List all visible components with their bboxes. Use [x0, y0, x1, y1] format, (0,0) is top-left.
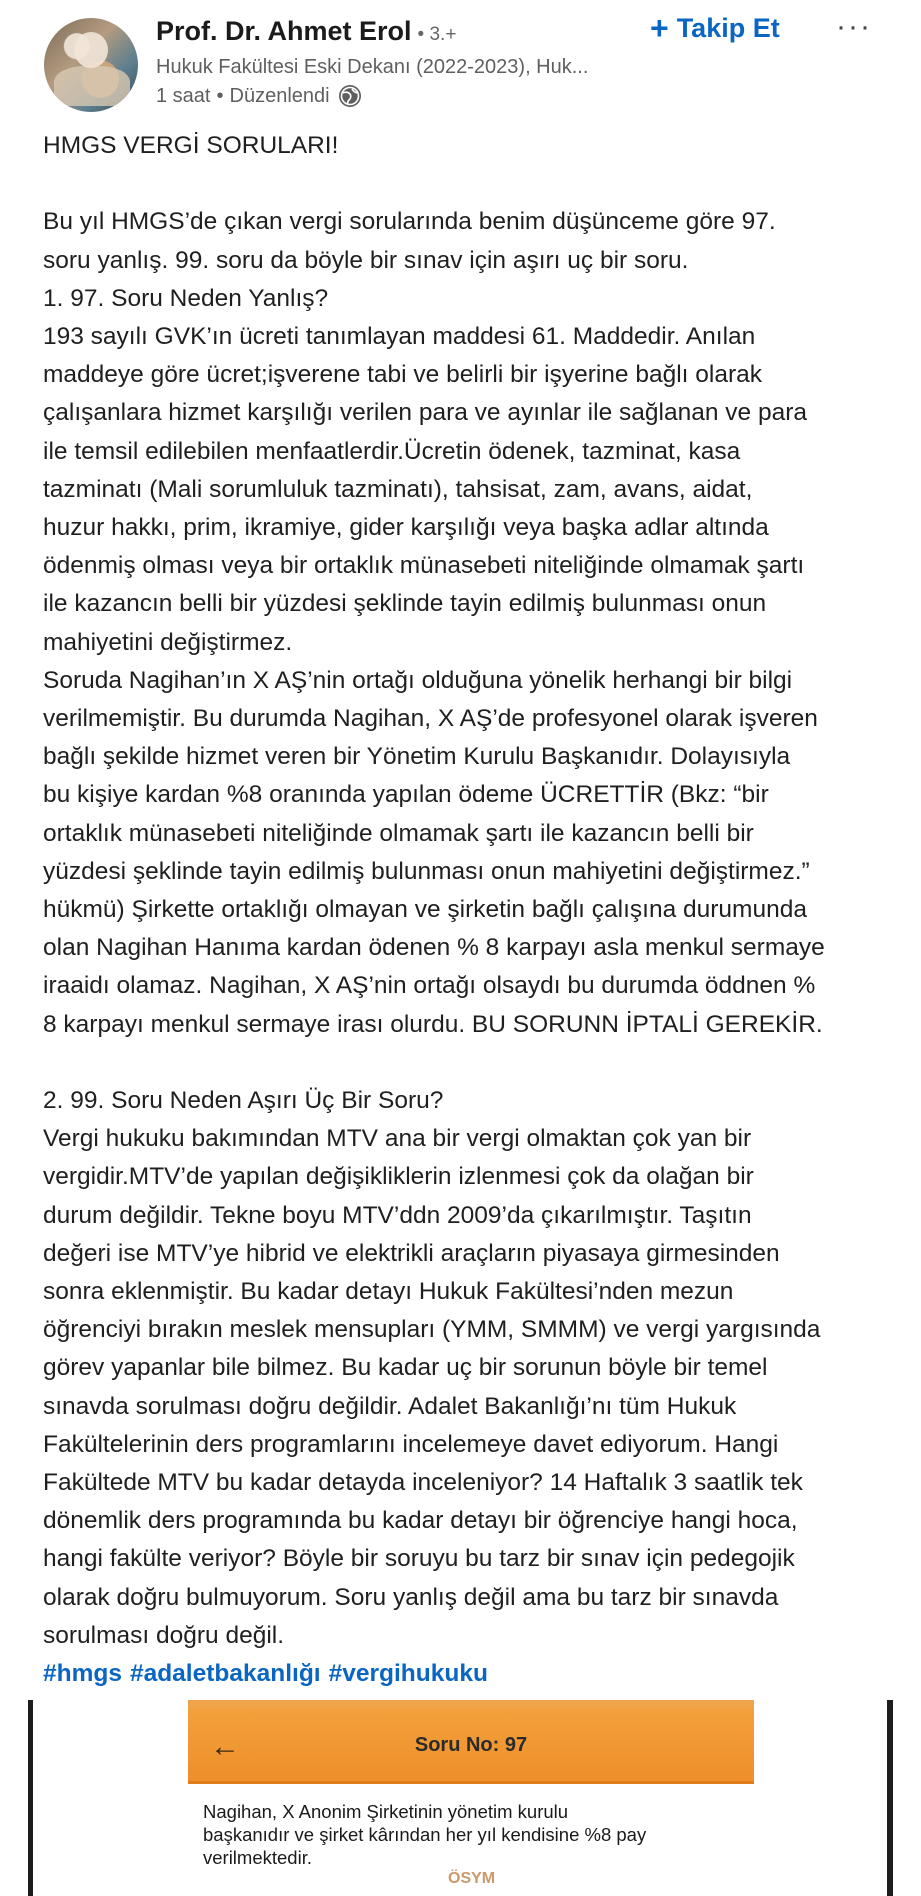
avatar-photo-detail [54, 66, 130, 106]
post-line: ödenmiş olması veya bir ortaklık münasebeti niteliğinde olmamak şartı [43, 552, 805, 580]
post-line: Soruda Nagihan’ın X AŞ’nin ortağı olduğuna yönelik herhangi bir bilgi [43, 666, 793, 694]
post-line: HMGS VERGİ SORULARI! [43, 132, 339, 159]
follow-button[interactable] [650, 12, 780, 44]
hashtag-link[interactable]: #hmgs [43, 1660, 122, 1688]
post-line: sonra eklenmiştir. Bu kadar detayı Hukuk Fakültesi’nden mezun [43, 1278, 734, 1306]
author-headline: Hukuk Fakültesi Eski Dekanı (2022-2023), Huk... [156, 56, 589, 78]
author-name[interactable] [156, 16, 456, 47]
exam-app-header [188, 1700, 754, 1784]
more-options-icon[interactable]: ··· [836, 10, 872, 43]
post-heading-block [43, 127, 893, 165]
post-line: bağlı şekilde hizmet veren bir Yönetim Kurulu Başkanıdır. Dolayısıyla [43, 743, 791, 771]
post-line: sorulması doğru değil. [43, 1621, 285, 1649]
post-section-97 [43, 203, 893, 1043]
hashtag-link[interactable]: #vergihukuku [328, 1660, 488, 1688]
post-line: bu kişiye kardan %8 oranında yapılan ödeme ÜCRETTİR (Bkz: “bir [43, 781, 769, 809]
post-line: maddeye göre ücret;işverene tabi ve belirli bir işyerine bağlı olarak [43, 361, 763, 389]
author-name-text[interactable]: Prof. Dr. Ahmet Erol [156, 16, 412, 46]
post-line: sınavda sorulması doğru değildir. Adalet Bakanlığı’nı tüm Hukuk [43, 1392, 737, 1420]
post-line: hangi fakülte veriyor? Böyle bir soruyu bu tarz bir sınav için pedegojik [43, 1545, 795, 1573]
question-line: Nagihan, X Anonim Şirketinin yönetim kurulu [203, 1801, 569, 1822]
post-time: 1 saat [156, 84, 211, 107]
follow-label: Takip Et [676, 12, 780, 43]
post-line: 2. 99. Soru Neden Aşırı Üç Bir Soru? [43, 1087, 444, 1115]
post-line: Fakültelerinin ders programlarını incelemeye davet ediyorum. Hangi [43, 1430, 779, 1458]
post-line: 193 sayılı GVK’ın ücreti tanımlayan maddesi 61. Maddedir. Anılan [43, 323, 756, 350]
connection-degree: • 3.+ [417, 24, 457, 45]
post-line: değeri ise MTV’ye hibrid ve elektrikli araçların piyasaya girmesinden [43, 1239, 780, 1267]
edited-label: Düzenlendi [229, 84, 330, 107]
post-line: çalışanlara hizmet karşılığı verilen para ve ayınlar ile sağlanan ve para [43, 399, 807, 427]
post-line: öğrenciyi bırakın meslek mensupları (YMM, SMMM) ve vergi yargısında [43, 1316, 821, 1344]
paragraph-gap [43, 1044, 893, 1082]
paragraph-gap [43, 165, 893, 203]
post-text [43, 127, 893, 1693]
post-line: ortaklık münasebeti niteliğinde olmamak şartı ile kazancın belli bir [43, 819, 754, 847]
post-line: durum değildir. Tekne boyu MTV’ddn 2009’da çıkarılmıştır. Taşıtın [43, 1201, 752, 1229]
post-line: Vergi hukuku bakımından MTV ana bir vergi olmaktan çok yan bir [43, 1125, 752, 1153]
image-border [28, 1700, 33, 1896]
post-line: ile kazancın belli bir yüzdesi şeklinde tayin edilmiş bulunması onun [43, 590, 767, 618]
question-text [203, 1800, 743, 1869]
post-line: soru yanlış. 99. soru da böyle bir sınav için aşırı uç bir soru. [43, 246, 689, 274]
hashtag-link[interactable]: #adaletbakanlığı [129, 1660, 321, 1688]
post-line: dönemlik ders programında bu kadar detayı bir öğrenciye hangi hoca, [43, 1507, 798, 1535]
post-line: vergidir.MTV’de yapılan değişikliklerin izlenmesi çok da olağan bir [43, 1163, 754, 1191]
arrow-left-icon: ← [210, 1730, 240, 1763]
post-line: huzur hakkı, prim, ikramiye, gider karşılığı veya başka adlar altında [43, 514, 769, 542]
plus-icon: + [650, 10, 669, 46]
post-line: iraaidı olamaz. Nagihan, X AŞ’nin ortağı olsaydı bu durumda öddnen % [43, 972, 816, 1000]
post-line: hükmü) Şirkette ortaklığı olmayan ve şirketin bağlı çalışına durumunda [43, 896, 807, 924]
question-line: verilmektedir. [203, 1847, 312, 1868]
post-line: yüzdesi şeklinde tayin edilmiş bulunması onun mahiyetini değiştirmez.” [43, 857, 810, 885]
post-line: mahiyetini değiştirmez. [43, 628, 293, 656]
status-bar [188, 1700, 754, 1708]
post-line: 8 karpayı menkul sermaye irası olurdu. BU SORUNN İPTALİ GEREKİR. [43, 1010, 823, 1038]
image-border [887, 1700, 893, 1896]
post-line: Bu yıl HMGS’de çıkan vergi sorularında benim düşünceme göre 97. [43, 208, 776, 236]
separator-dot: • [216, 84, 224, 107]
avatar[interactable] [44, 18, 138, 112]
post-section-99 [43, 1082, 893, 1655]
globe-icon [338, 84, 362, 108]
question-number-title: Soru No: 97 [414, 1734, 528, 1756]
post-line: olan Nagihan Hanıma kardan ödenen % 8 karpayı asla menkul sermaye [43, 934, 825, 962]
post-line: 1. 97. Soru Neden Yanlış? [43, 284, 329, 312]
post-line: olarak doğru bulmuyorum. Soru yanlış değil ama bu tarz bir sınavda [43, 1583, 779, 1611]
question-line: başkanıdır ve şirket kârından her yıl kendisine %8 pay [203, 1824, 647, 1845]
post-header [0, 0, 921, 125]
avatar-photo-detail [74, 32, 108, 68]
post-line: Fakültede MTV bu kadar detayda inceleniyor? 14 Haftalık 3 saatlik tek [43, 1469, 803, 1497]
embedded-screenshot[interactable] [28, 1700, 893, 1896]
osym-watermark: ÖSYM [448, 1870, 496, 1887]
post-meta [156, 84, 362, 108]
post-line: ile temsil edilebilen menfaatlerdir.Ücretin ödenek, tazminat, kasa [43, 437, 741, 465]
post-line: verilmemiştir. Bu durumda Nagihan, X AŞ’de profesyonel olarak işveren [43, 705, 818, 733]
post-line: görev yapanlar bile bilmez. Bu kadar uç bir sorunun böyle bir temel [43, 1354, 768, 1382]
hashtags [43, 1655, 893, 1693]
post-line: tazminatı (Mali sorumluluk tazminatı), tahsisat, zam, avans, aidat, [43, 475, 753, 503]
